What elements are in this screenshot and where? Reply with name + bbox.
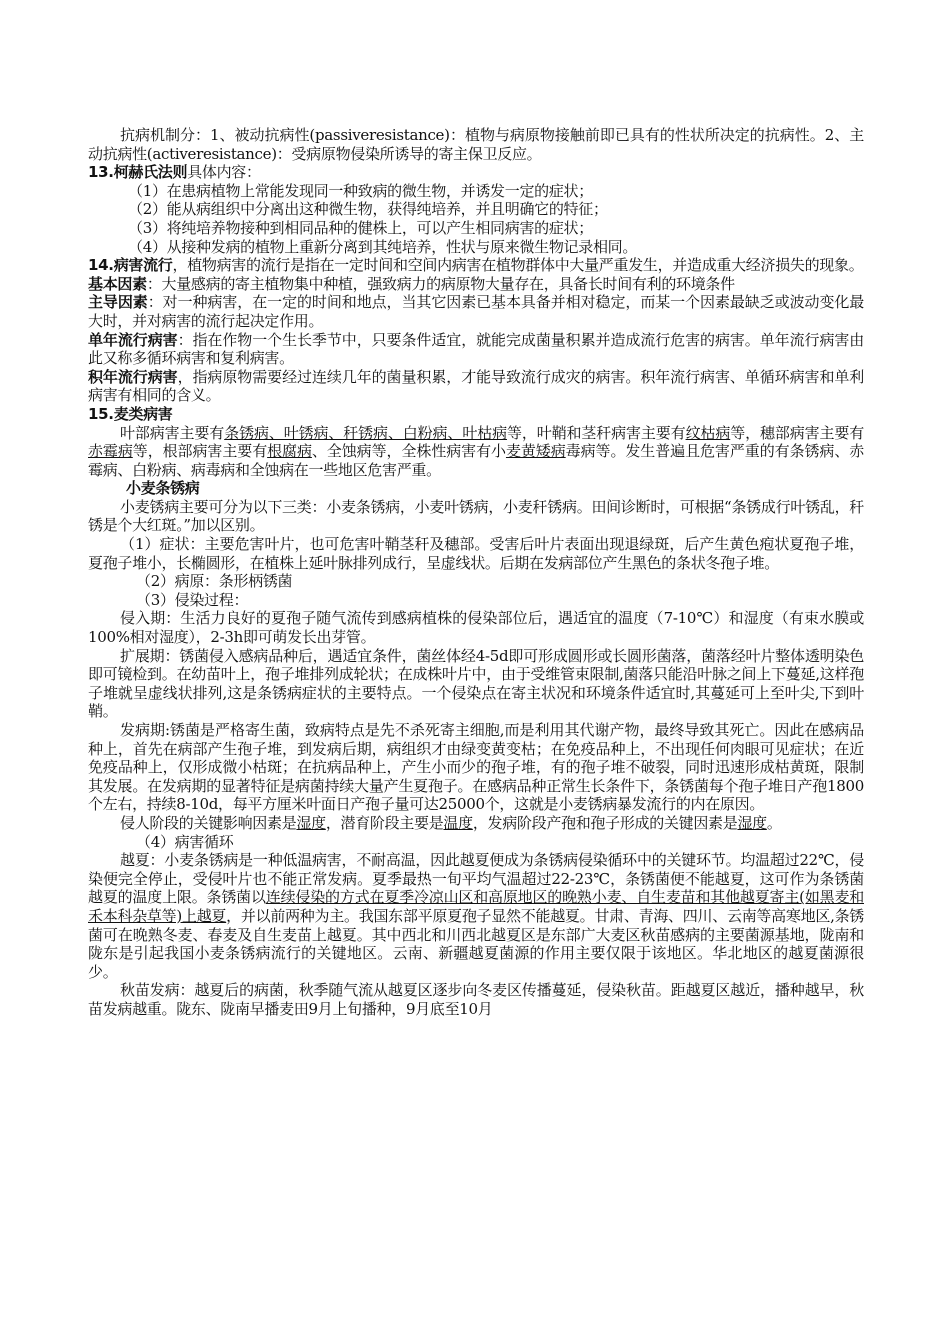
document-body — [88, 126, 864, 1019]
humidity-term: 湿度 — [737, 813, 767, 832]
humidity-term: 湿度 — [296, 813, 326, 832]
stripe-rust-process-heading: （3）侵染过程： — [136, 590, 249, 609]
section-13-tail: 具体内容： — [187, 163, 261, 182]
stripe-rust-intro: 小麦锈病主要可分为以下三类：小麦条锈病，小麦叶锈病，小麦秆锈病。田间诊断时，可根据“条锈成行叶锈乱，秆锈是个大红斑。”加以区别。 — [88, 497, 864, 535]
leaf-diseases-list: 条锈病、叶锈病、秆锈病、白粉病、叶枯病 — [224, 423, 507, 442]
section-13-title: 柯赫氏法则 — [113, 163, 188, 182]
text-run: 、全蚀病等，全株性病害有小 — [311, 442, 506, 461]
wheat-diseases-paragraph — [88, 424, 864, 480]
dominant-factor-text: ：对一种病害，在一定的时间和地点，当其它因素已基本具备并相对稳定，而某一个因素最缺乏或波动变化最大时，并对病害的流行起决定作用。 — [88, 293, 864, 330]
koch-item: （1）在患病植物上常能发现同一种致病的微生物，并诱发一定的症状； — [128, 181, 593, 200]
text-run: 越夏：小麦条锈病是一种低温病害，不耐高温，因此越夏便成为条锈病侵染循环中的关键环节。均温超过22℃，侵染便完全停止，受侵叶片也不能正常发病。夏季最热一旬平均气温超过22-23℃，条锈菌便不能越夏，这可作为条锈菌越夏的温度上限。条锈菌以 — [88, 851, 864, 907]
section-14-number: 14. — [88, 256, 114, 275]
section-15-heading — [88, 405, 864, 424]
koch-item: （4）从接种发病的植物上重新分离到其纯培养，性状与原来微生物记录相同。 — [128, 237, 638, 256]
section-14-paragraph — [88, 256, 864, 275]
basic-factor-term: 基本因素 — [88, 274, 147, 293]
oversummering-paragraph — [88, 851, 864, 981]
single-year-epidemic-paragraph — [88, 331, 864, 368]
oversummering-method: 连续侵染的方式在夏季冷凉山区和高原地区的晚熟小麦、自生麦苗和其他越夏寄主(如黑麦和禾本科杂草等)上越夏 — [88, 888, 864, 925]
text-run: 。 — [766, 813, 782, 832]
text-run: 叶部病害主要有 — [120, 423, 225, 442]
key-factors-paragraph — [88, 814, 864, 833]
section-15-number: 15. — [88, 404, 114, 423]
text-run: 侵人阶段的关键影响因素是 — [120, 813, 297, 832]
basic-factor-text: ：大量感病的寄主植物集中种植，强致病力的病原物大量存在，具备长时间有利的环境条件 — [146, 274, 735, 293]
text-run: ，发病阶段产孢和孢子形成的关键因素是 — [472, 813, 738, 832]
expansion-period-paragraph: 扩展期：锈菌侵入感病品种后，遇适宜条件，菌丝体经4-5d即可形成圆形或长圆形菌落，菌落经叶片整体透明染色即可镜检到。在幼苗叶上，孢子堆排列成轮状；在成株叶片中，由于受维管束限制,菌落只能沿叶脉之间上下蔓延,这样孢子堆就呈虚线状排列,这是条锈病症状的主要特点。一个侵染点在寄主状况和环境条件适宜时,其蔓延可上至叶尖,下到叶鞘。 — [88, 646, 864, 721]
dominant-factor-paragraph — [88, 293, 864, 330]
disease-cycle-heading: （4）病害循环 — [136, 832, 234, 851]
text-run: ，并以前两种为主。我国东部平原夏孢子显然不能越夏。甘肃、青海、四川、云南等高寒地区,条锈菌可在晚熟冬麦、春麦及自生麦苗上越夏。其中西北和川西北越夏区是东部广大麦区秋苗感病的主要菌源基地，陇南和陇东是引起我国小麦条锈病流行的关键地区。云南、新疆越夏菌源的作用主要仅限于该地区。华北地区的越夏菌源很少。 — [88, 906, 864, 981]
section-14-text: ，植物病害的流行是指在一定时间和空间内病害在植物群体中大量严重发生，并造成重大经济损失的现象。 — [172, 256, 864, 275]
koch-item: （2）能从病组织中分离出这种微生物，获得纯培养，并且明确它的特征； — [128, 200, 608, 219]
text-run: ，潜育阶段主要是 — [325, 813, 444, 832]
section-14-title: 病害流行 — [113, 256, 173, 275]
koch-item: （3）将纯培养物接种到相同品种的健株上，可以产生相同病害的症状； — [128, 218, 593, 237]
root-rot-term: 根腐病 — [267, 442, 312, 461]
sheath-blight-term: 纹枯病 — [685, 423, 731, 442]
text-run: 等，根部病害主要有 — [132, 442, 268, 461]
scab-term: 赤霉病 — [88, 442, 133, 461]
text-run: 等，穗部病害主要有 — [730, 423, 864, 442]
yellow-dwarf-term: 麦黄矮病 — [505, 442, 566, 461]
basic-factor-paragraph — [88, 275, 864, 294]
section-13-heading — [88, 163, 864, 182]
onset-period-paragraph: 发病期:锈菌是严格寄生菌，致病特点是先不杀死寄主细胞,而是利用其代谢产物，最终导致其死亡。因此在感病品种上，首先在病部产生孢子堆，到发病后期，病组织才由绿变黄变枯；在免疫品种上，不出现任何肉眼可见症状；在近免疫品种上，仅形成微小枯斑；在抗病品种上，产生小而少的孢子堆，有的孢子堆不破裂，同时迅速形成枯黄斑，限制其发展。在发病期的显著特征是病菌持续大量产生夏孢子。在感病品种正常生长条件下，条锈菌每个孢子堆日产孢1800个左右，持续8-10d，每平方厘米叶面日产孢子量可达25000个，这就是小麦锈病暴发流行的内在原因。 — [88, 721, 864, 814]
text-run: 等，叶鞘和茎秆病害主要有 — [506, 423, 686, 442]
stripe-rust-pathogen: （2）病原：条形柄锈菌 — [136, 572, 293, 591]
stripe-rust-symptom: （1）症状：主要危害叶片，也可危害叶鞘茎秆及穗部。受害后叶片表面出现退绿斑，后产生黄色疱状夏孢子堆，夏孢子堆小，长椭圆形，在植株上延叶脉排列成行，呈虚线状。后期在发病部位产生黑色的条状冬孢子堆。 — [88, 535, 864, 572]
single-year-epidemic-term: 单年流行病害 — [88, 330, 178, 349]
resistance-mechanism-paragraph: 抗病机制分：1、被动抗病性(passiveresistance)：植物与病原物接触前即已具有的性状所决定的抗病性。2、主动抗病性(activeresistance)：受病原物侵染所诱导的寄主保卫反应。 — [88, 126, 864, 163]
text-run: 毒病等。发生普遍且危害严重的有条锈病、赤霉病、白粉病、病毒病和全蚀病在一些地区危害严重。 — [88, 442, 864, 479]
autumn-seedling-paragraph: 秋苗发病：越夏后的病菌，秋季随气流从越夏区逐步向冬麦区传播蔓延，侵染秋苗。距越夏区越近，播种越早，秋苗发病越重。陇东、陇南早播麦田9月上旬播种，9月底至10月 — [88, 981, 864, 1018]
temperature-term: 温度 — [443, 813, 473, 832]
section-13-number: 13. — [88, 163, 114, 182]
multi-year-epidemic-text: ，指病原物需要经过连续几年的菌量积累，才能导致流行成灾的病害。积年流行病害、单循环病害和单利病害有相同的含义。 — [88, 367, 864, 405]
single-year-epidemic-text: ：指在作物一个生长季节中，只要条件适宜，就能完成菌量积累并造成流行危害的病害。单年流行病害由此又称多循环病害和复利病害。 — [88, 330, 864, 368]
multi-year-epidemic-paragraph — [88, 368, 864, 405]
multi-year-epidemic-term: 积年流行病害 — [88, 367, 178, 386]
dominant-factor-term: 主导因素 — [88, 293, 148, 312]
invasion-period-paragraph: 侵入期：生活力良好的夏孢子随气流传到感病植株的侵染部位后，遇适宜的温度（7-10℃）和湿度（有束水膜或100%相对湿度），2-3h即可萌发长出芽管。 — [88, 609, 864, 647]
section-15-title: 麦类病害 — [113, 404, 173, 423]
stripe-rust-heading: 小麦条锈病 — [126, 479, 200, 498]
